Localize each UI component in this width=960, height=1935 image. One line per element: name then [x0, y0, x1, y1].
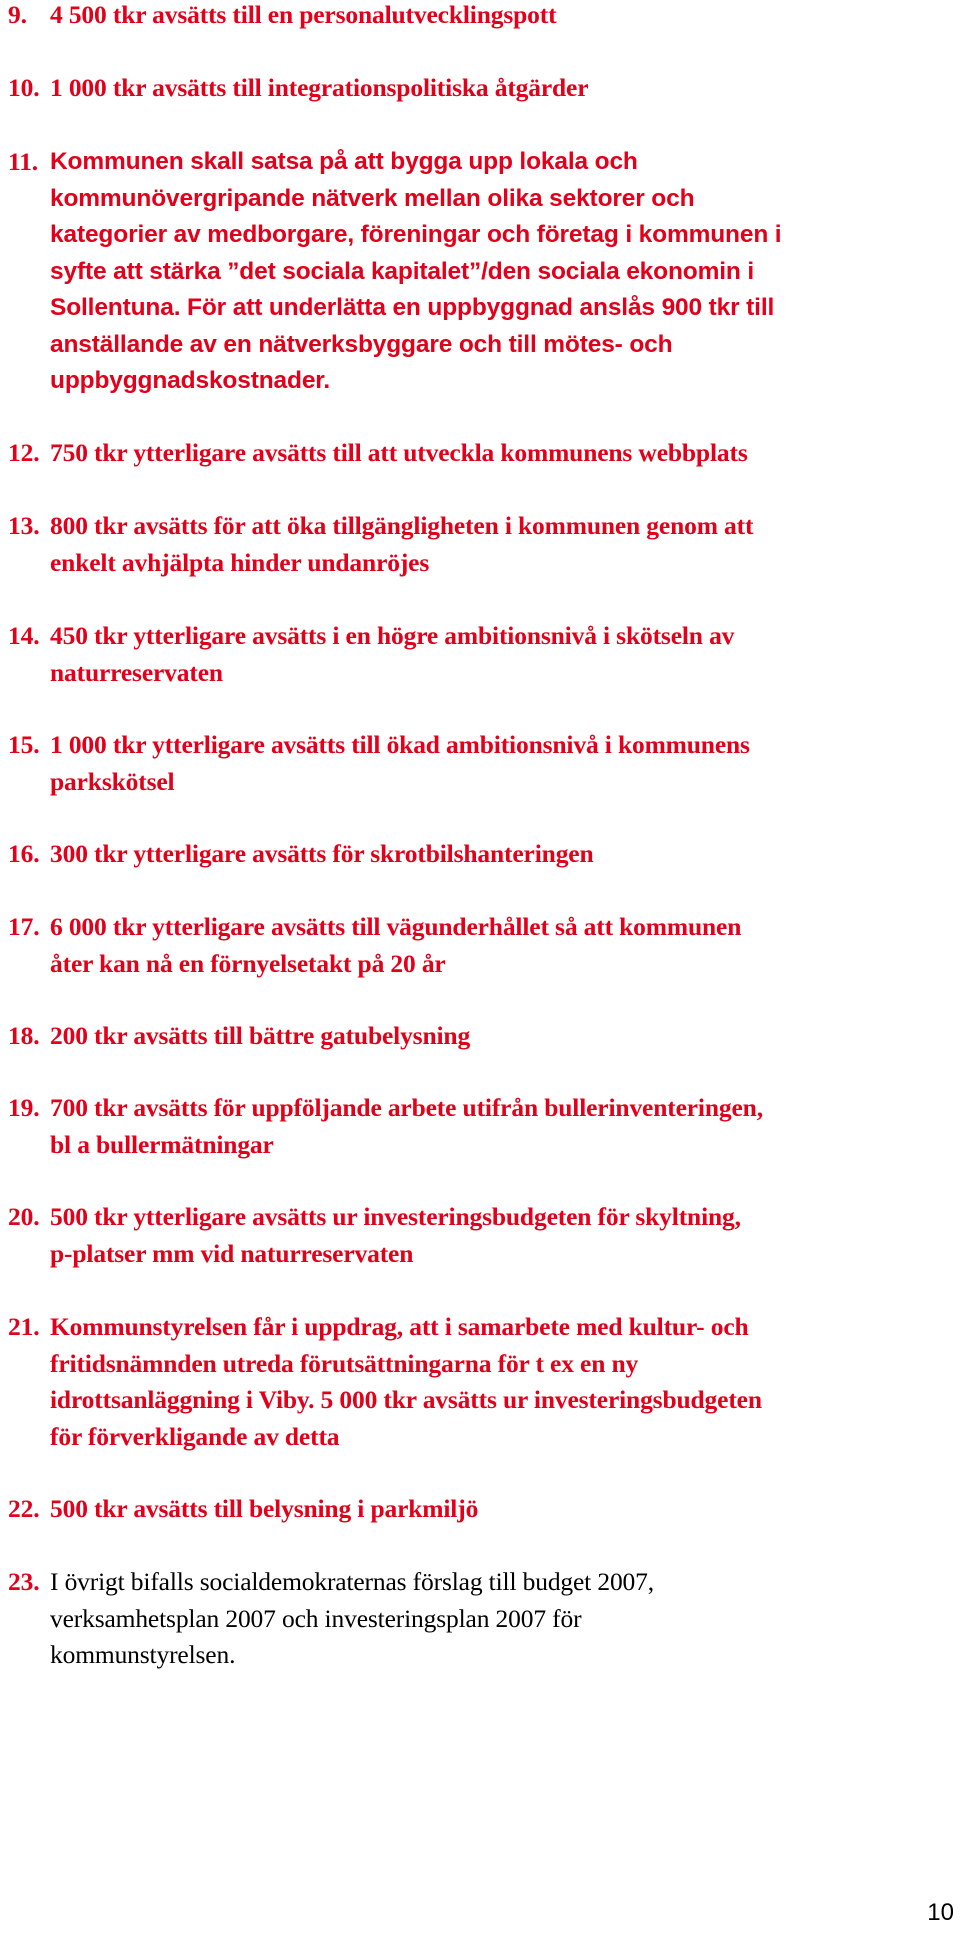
- item-text: Kommunen skall satsa på att bygga upp lokala och kommunövergripande nätverk mellan olika sektorer och kategorier av medborgare, föreningar och företag i kommunen i syfte att stärka ”det sociala kapitalet”/den sociala ekonomin i Sollentuna. För att underlätta en uppbyggnad anslås 900 tkr till anställande av en nätverksbyggare och till mötes- och uppbyggnadskostnader.: [50, 148, 782, 394]
- list-item-16: [8, 836, 953, 873]
- item-number: 10.: [8, 73, 40, 102]
- item-text: Kommunstyrelsen får i uppdrag, att i samarbete med kultur- och fritidsnämnden utreda förutsättningarna för t ex en ny idrottsanläggning i Viby. 5 000 tkr avsätts ur investeringsbudgeten för förverkligande av detta: [50, 1312, 762, 1451]
- list-item-15: [8, 727, 953, 800]
- item-text: 700 tkr avsätts för uppföljande arbete utifrån bullerinventeringen, bl a bullermätningar: [50, 1093, 763, 1159]
- item-text: 500 tkr ytterligare avsätts ur investeringsbudgeten för skyltning, p-platser mm vid naturreservaten: [50, 1202, 741, 1268]
- item-number: 11.: [8, 147, 39, 176]
- item-text: 500 tkr avsätts till belysning i parkmiljö: [50, 1494, 479, 1523]
- item-number: 13.: [8, 511, 40, 540]
- list-item-17: [8, 909, 953, 982]
- item-text: 750 tkr ytterligare avsätts till att utveckla kommunens webbplats: [50, 438, 748, 467]
- item-text: 4 500 tkr avsätts till en personalutvecklingspott: [50, 0, 557, 29]
- list-item-18: [8, 1018, 953, 1055]
- item-text: 450 tkr ytterligare avsätts i en högre ambitionsnivå i skötseln av naturreservaten: [50, 621, 735, 687]
- item-number: 14.: [8, 621, 40, 650]
- item-number: 21.: [8, 1312, 40, 1341]
- item-number: 12.: [8, 438, 40, 467]
- list-item-21: [8, 1309, 953, 1455]
- item-number: 20.: [8, 1202, 40, 1231]
- item-number: 9.: [8, 0, 27, 29]
- item-text: 800 tkr avsätts för att öka tillgängligheten i kommunen genom att enkelt avhjälpta hinder undanröjes: [50, 511, 754, 577]
- item-text: 1 000 tkr avsätts till integrationspolitiska åtgärder: [50, 73, 589, 102]
- list-item-10: [8, 70, 953, 107]
- list-item-23: [8, 1564, 953, 1674]
- item-text: 200 tkr avsätts till bättre gatubelysning: [50, 1021, 471, 1050]
- item-text: I övrigt bifalls socialdemokraternas förslag till budget 2007, verksamhetsplan 2007 och investeringsplan 2007 för kommunstyrelsen.: [50, 1567, 654, 1669]
- item-number: 15.: [8, 730, 40, 759]
- item-text: 1 000 tkr ytterligare avsätts till ökad ambitionsnivå i kommunens parkskötsel: [50, 730, 750, 796]
- item-text: 300 tkr ytterligare avsätts för skrotbilshanteringen: [50, 839, 594, 868]
- item-number: 18.: [8, 1021, 40, 1050]
- item-number: 19.: [8, 1093, 40, 1122]
- list-item-12: [8, 435, 953, 472]
- item-number: 23.: [8, 1567, 40, 1596]
- list-item-14: [8, 618, 953, 691]
- item-number: 16.: [8, 839, 40, 868]
- list-item-19: [8, 1090, 953, 1163]
- item-text: 6 000 tkr ytterligare avsätts till vägunderhållet så att kommunen åter kan nå en förnyelsetakt på 20 år: [50, 912, 742, 978]
- list-item-9: [8, 0, 953, 34]
- list-item-22: [8, 1491, 953, 1528]
- list-item-13: [8, 508, 953, 581]
- item-number: 17.: [8, 912, 40, 941]
- item-number: 22.: [8, 1494, 40, 1523]
- list-item-20: [8, 1199, 953, 1272]
- list-item-11: [8, 144, 953, 400]
- page-number: 10: [927, 1899, 954, 1926]
